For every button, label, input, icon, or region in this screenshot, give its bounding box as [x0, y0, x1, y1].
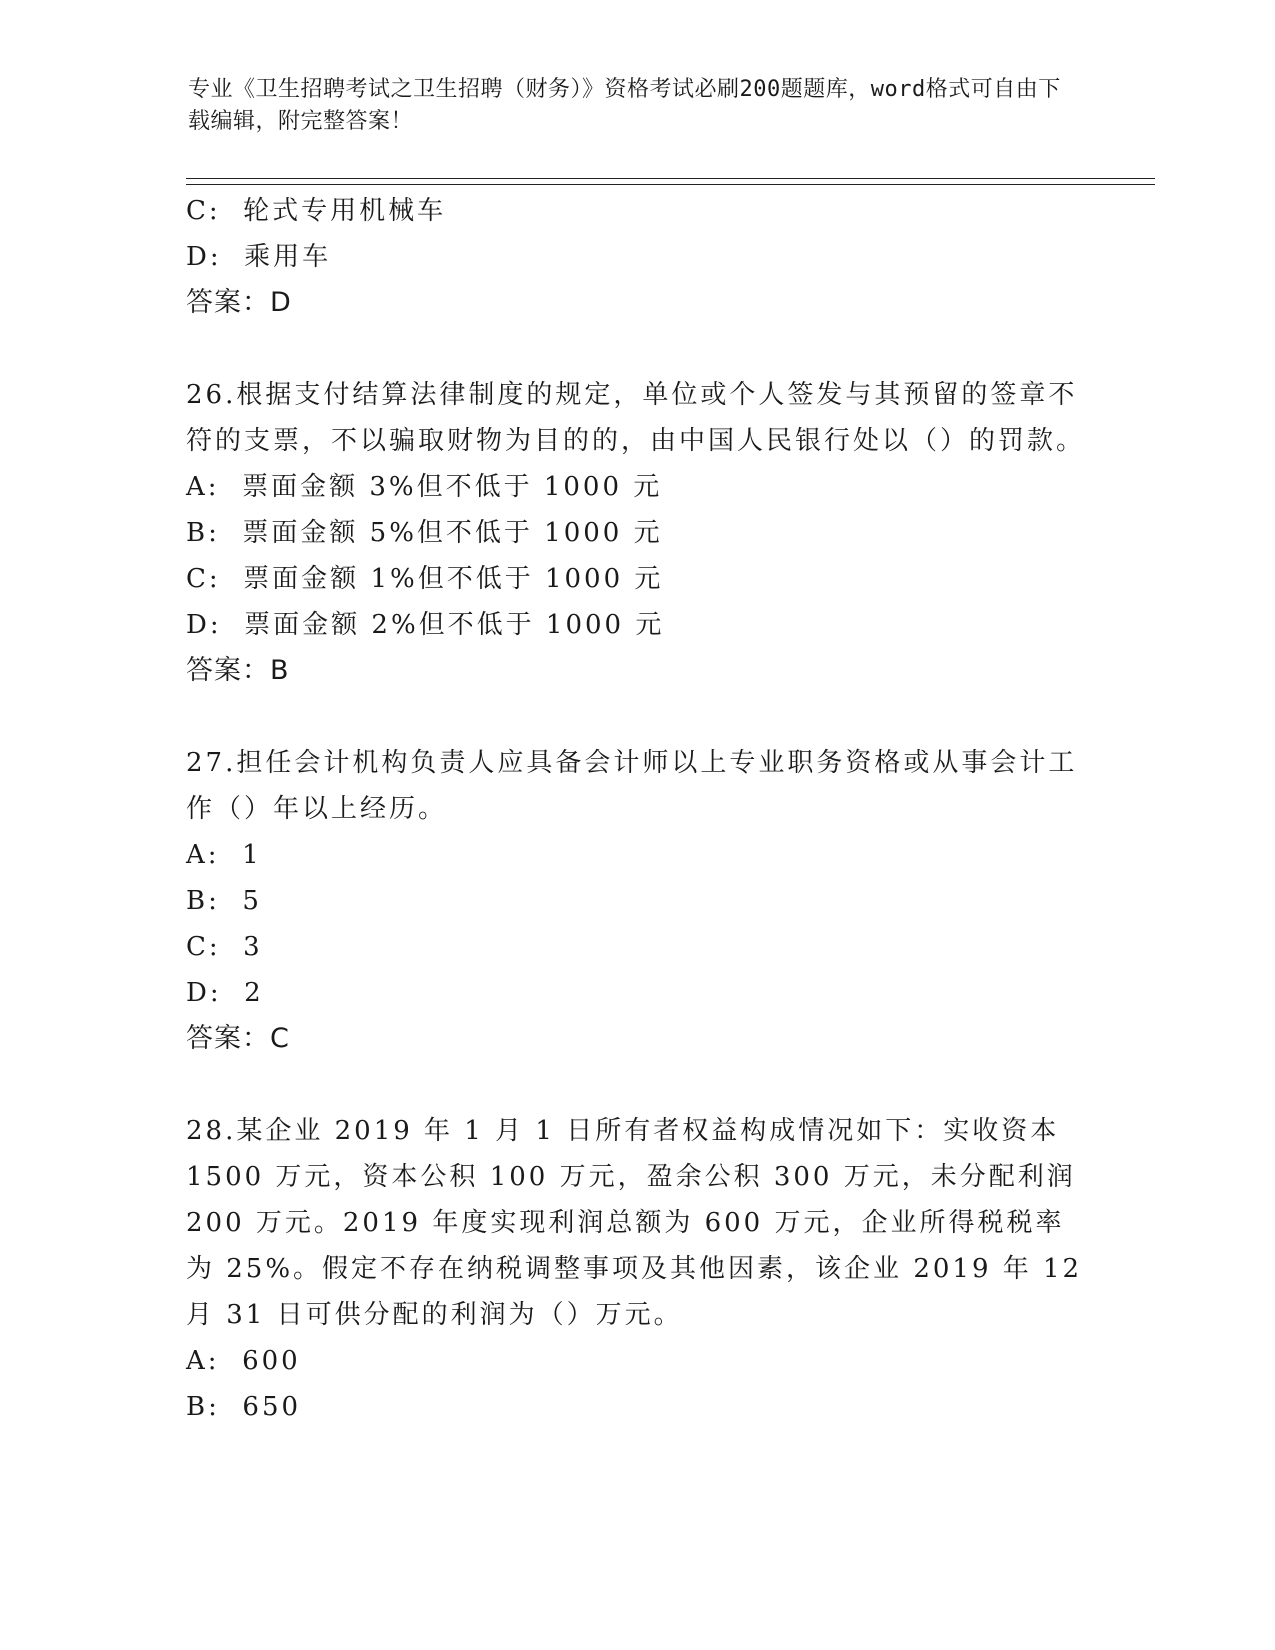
- q27-option-b: B: 5: [186, 886, 262, 916]
- prev-option-d: D: 乘用车: [186, 242, 332, 272]
- q27-option-d: D: 2: [186, 978, 264, 1008]
- q26-answer: 答案：B: [186, 655, 290, 686]
- q27-option-c: C: 3: [186, 932, 263, 962]
- q26-option-b: B: 票面金额 5%但不低于 1000 元: [186, 518, 663, 548]
- q27-stem: 27.担任会计机构负责人应具备会计师以上专业职务资格或从事会计工作（）年以上经历。: [186, 748, 1078, 824]
- header-rule-top: [186, 178, 1155, 179]
- spacer: [186, 326, 1086, 372]
- q26-option-c: C: 票面金额 1%但不低于 1000 元: [186, 564, 664, 594]
- q27-option-a: A: 1: [186, 840, 262, 870]
- q28-option-a: A: 600: [186, 1346, 301, 1376]
- q27-answer: 答案：C: [186, 1023, 290, 1054]
- q28-option-b: B: 650: [186, 1392, 302, 1422]
- spacer: [186, 1062, 1086, 1108]
- q26-option-a: A: 票面金额 3%但不低于 1000 元: [186, 472, 663, 502]
- question-content: [186, 188, 1086, 1430]
- document-header: 专业《卫生招聘考试之卫生招聘（财务）》资格考试必刷200题题库，word格式可自由下载编辑，附完整答案！: [188, 77, 1061, 134]
- spacer: [186, 694, 1086, 740]
- prev-answer: 答案：D: [186, 287, 292, 318]
- header-rule-bottom: [186, 184, 1155, 185]
- q28-stem: 28.某企业 2019 年 1 月 1 日所有者权益构成情况如下：实收资本 1500 万元，资本公积 100 万元，盈余公积 300 万元，未分配利润 200 万元。2019 年度实现利润总额为 600 万元，企业所得税税率为 25%。假定不存在纳税调整事项及其他因素，该企业 2019 年 12 月 31 日可供分配的利润为（）万元。: [186, 1116, 1083, 1330]
- q26-stem: 26.根据支付结算法律制度的规定，单位或个人签发与其预留的签章不符的支票，不以骗取财物为目的的，由中国人民银行处以（）的罚款。: [186, 380, 1086, 456]
- q26-option-d: D: 票面金额 2%但不低于 1000 元: [186, 610, 665, 640]
- prev-option-c: C: 轮式专用机械车: [186, 196, 447, 226]
